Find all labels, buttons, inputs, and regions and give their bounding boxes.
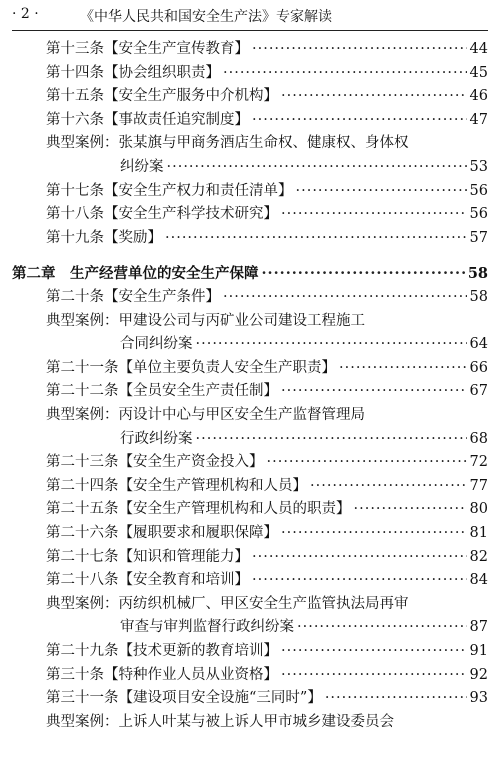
page-number-ref: 87 xyxy=(469,619,488,636)
page-number-ref: 67 xyxy=(469,383,488,400)
page-number-ref: 93 xyxy=(469,690,488,707)
article-number: 第二十一条 xyxy=(46,359,119,376)
leader-dots xyxy=(281,640,467,663)
article-entry[interactable] xyxy=(46,180,488,203)
leader-dots xyxy=(223,62,467,85)
article-entry[interactable] xyxy=(46,475,488,498)
article-entry[interactable] xyxy=(46,569,488,592)
leader-dots xyxy=(281,85,467,108)
leader-dots xyxy=(297,616,467,639)
page-number-ref: 56 xyxy=(469,206,488,223)
article-entry[interactable] xyxy=(46,451,488,474)
article-number: 第三十一条 xyxy=(46,690,119,707)
article-title: 【安全生产权力和责任清单】 xyxy=(104,182,293,199)
leader-dots xyxy=(196,428,467,451)
article-entry[interactable] xyxy=(46,38,488,61)
leader-dots xyxy=(325,687,467,710)
leader-dots xyxy=(281,203,467,226)
case-title-continued: 审查与审判监督行政纠纷案 xyxy=(120,619,294,636)
page-number-ref: 72 xyxy=(469,454,488,471)
case-title-continued: 行政纠纷案 xyxy=(120,430,193,447)
case-title: 典型案例：甲建设公司与丙矿业公司建设工程施工 xyxy=(46,312,365,329)
article-number: 第二十二条 xyxy=(46,383,119,400)
page-number-ref: 64 xyxy=(469,336,488,353)
case-entry[interactable] xyxy=(46,310,365,333)
article-entry[interactable] xyxy=(46,640,488,663)
page-number-ref: 80 xyxy=(469,501,488,518)
case-title: 典型案例：丙设计中心与甲区安全生产监督管理局 xyxy=(46,407,365,423)
article-entry[interactable] xyxy=(46,85,488,108)
article-number: 第二十条 xyxy=(46,289,104,305)
article-number: 第十七条 xyxy=(46,182,104,199)
article-title: 【特种作业人员从业资格】 xyxy=(104,666,278,683)
leader-dots xyxy=(339,357,467,380)
article-title: 【安全生产服务中介机构】 xyxy=(104,88,278,105)
case-entry-continued[interactable] xyxy=(120,156,488,179)
page-number-ref: 47 xyxy=(469,111,488,128)
article-title: 【安全生产管理机构和人员】 xyxy=(118,477,307,494)
leader-dots xyxy=(281,380,467,403)
case-entry[interactable] xyxy=(46,132,409,155)
case-entry-continued[interactable] xyxy=(120,333,488,356)
article-entry[interactable] xyxy=(46,227,488,250)
article-number: 第二十九条 xyxy=(46,643,119,659)
chapter-entry[interactable] xyxy=(12,262,488,285)
leader-dots xyxy=(223,286,467,309)
page-number-ref: 81 xyxy=(469,525,488,541)
case-title: 典型案例：上诉人叶某与被上诉人甲市城乡建设委员会 xyxy=(46,713,394,730)
article-title: 【安全生产管理机构和人员的职责】 xyxy=(118,501,351,518)
article-number: 第二十六条 xyxy=(46,525,119,541)
leader-dots xyxy=(252,38,467,61)
article-entry[interactable] xyxy=(46,109,488,132)
case-title: 典型案例：张某旗与甲商务酒店生命权、健康权、身体权 xyxy=(46,135,409,152)
article-title: 【履职要求和履职保障】 xyxy=(118,525,278,541)
page-number-ref: 56 xyxy=(469,182,488,199)
chapter-title: 第二章 生产经营单位的安全生产保障 xyxy=(12,265,259,283)
article-entry[interactable] xyxy=(46,203,488,226)
article-number: 第二十三条 xyxy=(46,454,119,471)
header-rule xyxy=(12,30,488,31)
article-number: 第十八条 xyxy=(46,206,104,223)
article-number: 第二十七条 xyxy=(46,548,119,565)
article-title: 【建设项目安全设施“三同时”】 xyxy=(118,690,322,707)
case-entry[interactable] xyxy=(46,404,365,427)
page-number-ref: 45 xyxy=(469,64,488,81)
article-entry[interactable] xyxy=(46,380,488,403)
page-number-ref: 57 xyxy=(469,229,488,246)
page-number-ref: 58 xyxy=(467,265,488,283)
article-title: 【知识和管理能力】 xyxy=(118,548,249,565)
page-number-ref: 53 xyxy=(469,159,488,175)
article-title: 【事故责任追究制度】 xyxy=(104,111,249,128)
leader-dots xyxy=(267,451,467,474)
article-entry[interactable] xyxy=(46,357,488,380)
case-title-continued: 合同纠纷案 xyxy=(120,336,193,353)
leader-dots xyxy=(296,180,467,203)
page-number: · 2 · xyxy=(12,6,39,22)
article-title: 【安全生产资金投入】 xyxy=(118,454,264,471)
article-number: 第三十条 xyxy=(46,666,104,683)
article-title: 【奖励】 xyxy=(104,229,162,246)
leader-dots xyxy=(252,109,467,132)
article-entry[interactable] xyxy=(46,62,488,85)
page-number-ref: 84 xyxy=(469,572,488,589)
article-number: 第十六条 xyxy=(46,111,104,128)
page-number-ref: 68 xyxy=(469,430,488,447)
article-number: 第二十五条 xyxy=(46,501,119,518)
case-entry[interactable] xyxy=(46,593,409,616)
leader-dots xyxy=(310,475,467,498)
page-number-ref: 44 xyxy=(469,41,488,57)
page-number-ref: 66 xyxy=(469,359,488,376)
article-title: 【技术更新的教育培训】 xyxy=(118,643,278,659)
leader-dots xyxy=(354,498,467,521)
article-title: 【协会组织职责】 xyxy=(104,64,220,81)
article-title: 【安全教育和培训】 xyxy=(118,572,249,589)
book-title: 《中华人民共和国安全生产法》专家解读 xyxy=(80,9,332,25)
article-title: 【安全生产科学技术研究】 xyxy=(104,206,278,223)
article-title: 【安全生产宣传教育】 xyxy=(104,41,249,57)
page-header xyxy=(0,0,500,30)
article-number: 第二十四条 xyxy=(46,477,119,494)
article-entry[interactable] xyxy=(46,286,488,309)
case-entry-continued[interactable] xyxy=(120,616,488,639)
article-entry[interactable] xyxy=(46,687,488,710)
case-title: 典型案例：丙纺织机械厂、甲区安全生产监管执法局再审 xyxy=(46,595,409,612)
case-title-continued: 纠纷案 xyxy=(120,159,164,175)
article-title: 【安全生产条件】 xyxy=(104,289,220,305)
article-title: 【单位主要负责人安全生产职责】 xyxy=(118,359,336,376)
page-number-ref: 46 xyxy=(469,88,488,105)
case-entry[interactable] xyxy=(46,711,394,734)
page-number-ref: 58 xyxy=(469,289,488,305)
article-number: 第十五条 xyxy=(46,88,104,105)
leader-dots xyxy=(281,522,467,545)
leader-dots xyxy=(165,227,467,250)
page-number-ref: 77 xyxy=(469,477,488,494)
article-title: 【全员安全生产责任制】 xyxy=(118,383,278,400)
case-entry-continued[interactable] xyxy=(120,428,488,451)
leader-dots xyxy=(252,546,467,569)
page-number-ref: 91 xyxy=(469,643,488,659)
article-entry[interactable] xyxy=(46,546,488,569)
leader-dots xyxy=(196,333,467,356)
article-entry[interactable] xyxy=(46,498,488,521)
leader-dots xyxy=(281,664,467,687)
leader-dots xyxy=(262,262,465,285)
page-number-ref: 82 xyxy=(469,548,488,565)
article-entry[interactable] xyxy=(46,664,488,687)
page-number-ref: 92 xyxy=(469,666,488,683)
article-number: 第十三条 xyxy=(46,41,104,57)
leader-dots xyxy=(167,156,467,179)
article-number: 第二十八条 xyxy=(46,572,119,589)
leader-dots xyxy=(252,569,467,592)
article-entry[interactable] xyxy=(46,522,488,545)
article-number: 第十四条 xyxy=(46,64,104,81)
article-number: 第十九条 xyxy=(46,229,104,246)
